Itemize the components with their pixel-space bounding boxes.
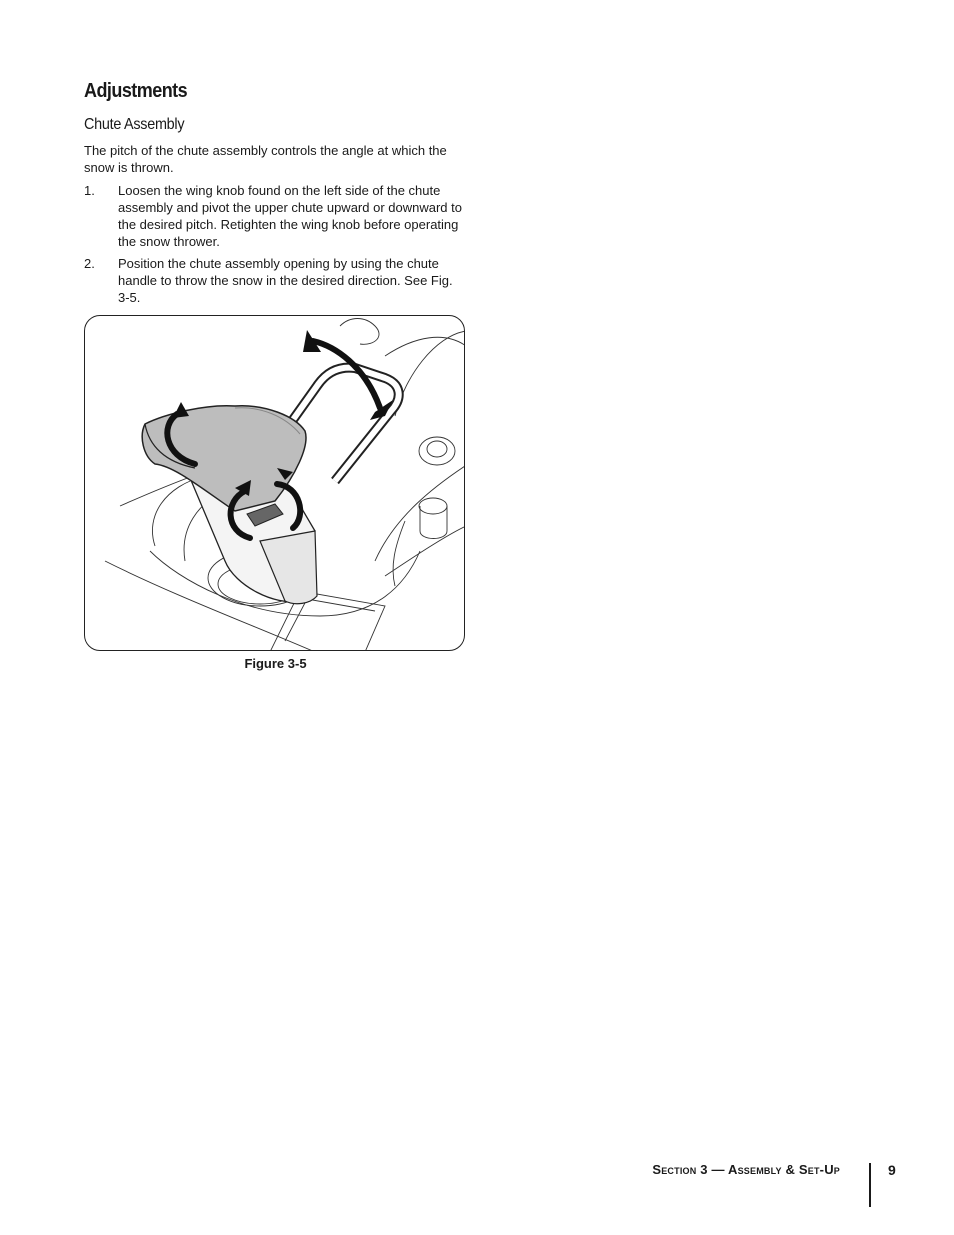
page-heading: Adjustments xyxy=(84,80,188,102)
step-text: Loosen the wing knob found on the left side of the chute assembly and pivot the upper chute upward or downward to the desired pitch. Retighten the wing knob before operating the snow thrower. xyxy=(118,183,462,249)
figure-caption: Figure 3-5 xyxy=(244,656,307,671)
page-number: 9 xyxy=(888,1162,896,1178)
footer-section-title: Section 3 — Assembly & Set-Up xyxy=(652,1162,840,1177)
figure-frame xyxy=(84,315,465,651)
chute-assembly-illustration xyxy=(85,316,465,651)
intro-paragraph: The pitch of the chute assembly controls the angle at which the snow is thrown. xyxy=(84,143,447,175)
section-subheading: Chute Assembly xyxy=(84,116,185,133)
step-text: Position the chute assembly opening by using the chute handle to throw the snow in the desired direction. See Fig. 3-5. xyxy=(118,256,453,305)
step-number: 2. xyxy=(84,256,95,271)
step-number: 1. xyxy=(84,183,95,198)
footer-divider xyxy=(869,1163,871,1207)
